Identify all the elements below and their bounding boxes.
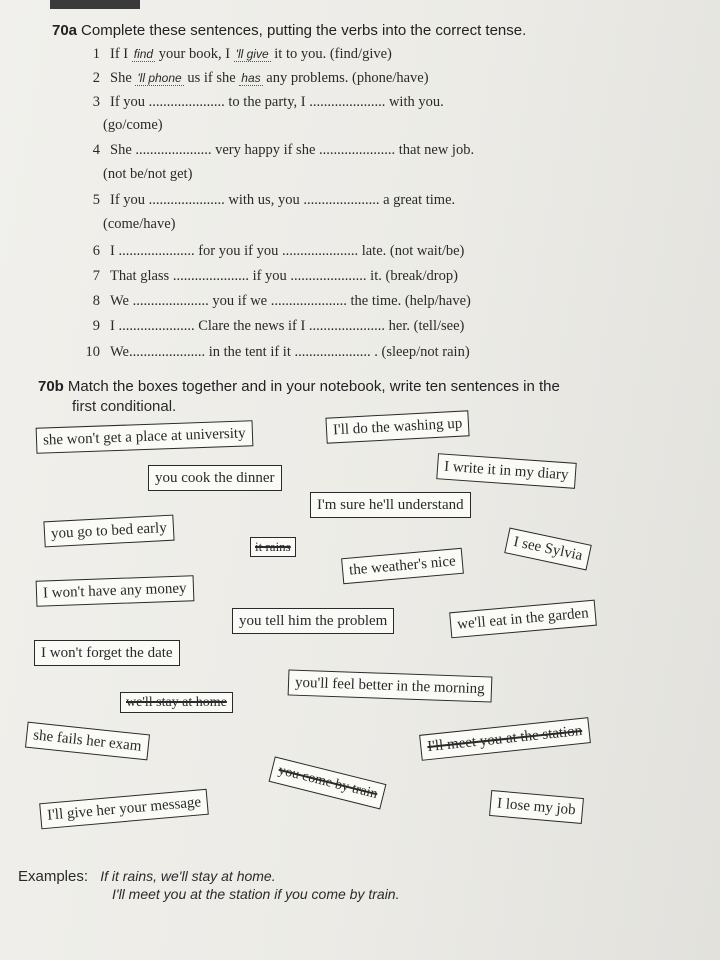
verb-hint: (not be/not get) bbox=[103, 166, 193, 182]
phrase-box bbox=[310, 492, 471, 518]
phrase-text: we'll eat in the garden bbox=[456, 605, 590, 633]
sentence-row bbox=[72, 142, 662, 159]
phrase-text: you cook the dinner bbox=[155, 470, 275, 486]
phrase-text: I won't forget the date bbox=[41, 645, 173, 661]
handwritten-answer: 'll phone bbox=[137, 71, 182, 85]
exercise-instruction: Complete these sentences, putting the verbs into the correct tense. bbox=[81, 22, 527, 39]
sentence-text: If you ..................... to the party, I ..................... with you. bbox=[110, 94, 444, 110]
phrase-text: I see Sylvia bbox=[512, 533, 584, 565]
sentence-row bbox=[72, 344, 662, 361]
phrase-box bbox=[232, 608, 394, 634]
phrase-text: it rains bbox=[255, 539, 291, 554]
phrase-text: I write it in my diary bbox=[443, 458, 569, 484]
phrase-box bbox=[436, 453, 576, 489]
phrase-box bbox=[325, 410, 470, 443]
verb-hint: (go/come) bbox=[103, 117, 163, 133]
item-number: 10 bbox=[85, 344, 100, 360]
exercise-70a-title bbox=[52, 22, 526, 39]
sentence-text: She bbox=[110, 70, 136, 86]
examples-label: Examples: bbox=[18, 868, 89, 885]
phrase-box bbox=[148, 465, 282, 491]
item-number: 6 bbox=[92, 243, 100, 259]
phrase-box bbox=[489, 790, 584, 824]
phrase-text: we'll stay at home bbox=[126, 695, 227, 710]
item-number: 4 bbox=[92, 142, 100, 158]
exercise-number: 70a bbox=[52, 22, 78, 39]
sentence-row bbox=[72, 243, 662, 260]
phrase-box-crossed bbox=[269, 756, 387, 809]
item-number: 2 bbox=[92, 70, 100, 86]
sentence-text: We ..................... you if we ..................... the time. (help/have) bbox=[110, 293, 471, 309]
item-number: 9 bbox=[92, 318, 100, 334]
sentence-row bbox=[72, 192, 662, 209]
sentence-row bbox=[72, 268, 662, 285]
phrase-text: I won't have any money bbox=[42, 580, 187, 602]
item-number: 1 bbox=[92, 46, 100, 62]
item-number: 8 bbox=[92, 293, 100, 309]
phrase-box bbox=[43, 515, 174, 548]
phrase-box bbox=[341, 548, 464, 584]
phrase-box bbox=[39, 789, 209, 830]
sentence-text: We..................... in the tent if it ..................... . (sleep/not rain) bbox=[110, 344, 470, 360]
phrase-box bbox=[36, 420, 253, 454]
example-sentence: If it rains, we'll stay at home. bbox=[100, 868, 276, 884]
phrase-text: I'll give her your message bbox=[46, 794, 202, 824]
phrase-text: you'll feel better in the morning bbox=[294, 674, 485, 698]
phrase-box bbox=[25, 722, 150, 761]
exercise-70b-title bbox=[38, 378, 560, 395]
sentence-row bbox=[72, 46, 662, 63]
phrase-text: I'm sure he'll understand bbox=[317, 497, 464, 513]
sentence-row bbox=[72, 318, 662, 335]
sentence-text: That glass ..................... if you ..................... it. (break/drop) bbox=[110, 268, 458, 284]
exercise-instruction-cont: first conditional. bbox=[72, 398, 177, 415]
phrase-text: you go to bed early bbox=[50, 519, 168, 543]
exercise-instruction: Match the boxes together and in your notebook, write ten sentences in the bbox=[67, 378, 560, 395]
sentence-text: I ..................... for you if you ..................... late. (not wait/be) bbox=[110, 243, 465, 259]
handwritten-answer: 'll give bbox=[235, 47, 269, 61]
sentence-text: If I bbox=[110, 46, 132, 62]
phrase-box bbox=[36, 575, 194, 606]
phrase-text: she fails her exam bbox=[32, 727, 143, 755]
phrase-text: she won't get a place at university bbox=[42, 425, 246, 449]
example-sentence: I'll meet you at the station if you come by train. bbox=[112, 886, 400, 902]
exercise-number: 70b bbox=[38, 378, 64, 395]
phrase-text: I'll do the washing up bbox=[332, 415, 463, 439]
item-number: 5 bbox=[92, 192, 100, 208]
sentence-row bbox=[72, 293, 662, 310]
sentence-row bbox=[72, 70, 662, 87]
handwritten-answer: has bbox=[241, 71, 261, 85]
phrase-box bbox=[288, 669, 493, 702]
phrase-box bbox=[34, 640, 180, 666]
sentence-text: She ..................... very happy if she ..................... that new job. bbox=[110, 142, 475, 158]
phrase-box-crossed bbox=[120, 692, 233, 713]
handwritten-answer: find bbox=[133, 47, 154, 61]
sentence-text: it to you. (find/give) bbox=[270, 46, 392, 62]
phrase-text: I'll meet you at the station bbox=[426, 722, 584, 756]
sentence-text: us if she bbox=[183, 70, 240, 86]
item-number: 3 bbox=[92, 94, 100, 110]
examples-block bbox=[18, 868, 276, 885]
sentence-text: I ..................... Clare the news if I ..................... her. (tell/see) bbox=[110, 318, 465, 334]
phrase-box bbox=[504, 528, 592, 571]
phrase-text: you come by train bbox=[276, 762, 379, 803]
header-strip bbox=[50, 0, 140, 9]
phrase-text: I lose my job bbox=[496, 795, 577, 819]
sentence-row bbox=[72, 94, 662, 111]
sentence-text: your book, I bbox=[155, 46, 234, 62]
verb-hint: (come/have) bbox=[103, 216, 176, 232]
phrase-text: the weather's nice bbox=[348, 553, 457, 579]
phrase-box-crossed bbox=[250, 537, 296, 557]
sentence-text: any problems. (phone/have) bbox=[262, 70, 429, 86]
phrase-text: you tell him the problem bbox=[239, 613, 388, 629]
item-number: 7 bbox=[92, 268, 100, 284]
phrase-box bbox=[449, 600, 597, 639]
sentence-text: If you ..................... with us, you ..................... a great time. bbox=[110, 192, 456, 208]
phrase-box-crossed bbox=[419, 717, 590, 761]
